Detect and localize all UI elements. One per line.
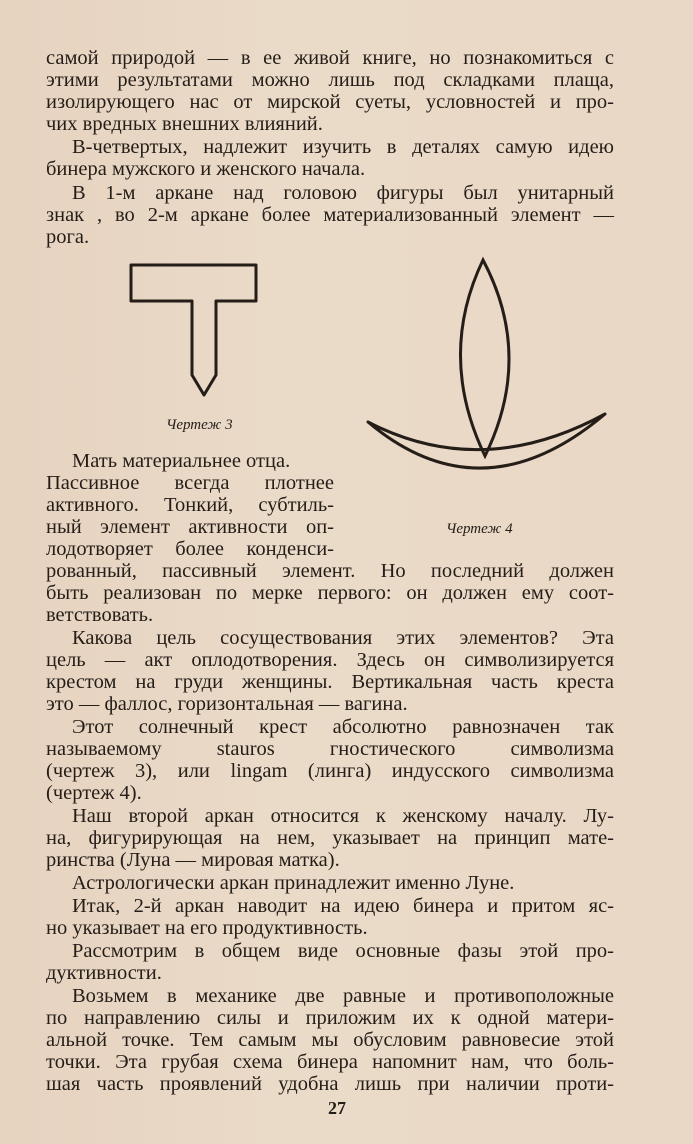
text-line: (чертеж 4). (46, 782, 142, 804)
text-line: (чертеж 3), или lingam (линга) индусского символизма (46, 760, 614, 782)
figure-3-stauros-diagram (125, 258, 265, 403)
text-line: бинера мужского и женского начала. (46, 158, 366, 180)
text-line: ветствовать. (46, 604, 154, 626)
text-line: крестом на груди женщины. Вертикальная часть креста (46, 671, 614, 693)
text-line: Астрологически аркан принадлежит именно Луне. (72, 872, 515, 894)
text-line: точки. Эта грубая схема бинера напомнит нам, что боль- (46, 1051, 614, 1073)
text-line: называемому stauros гностического символизма (46, 738, 614, 760)
page-number: 27 (328, 1098, 346, 1118)
text-line: активного. Тонкий, субтиль- (46, 494, 334, 516)
text-line: Этот солнечный крест абсолютно равнозначен так (72, 716, 614, 738)
text-line: изолирующего нас от мирской суеты, условностей и про- (46, 91, 614, 113)
text-line: быть реализован по мерке первого: он должен ему соот- (46, 582, 614, 604)
text-line: но указывает на его продуктивность. (46, 917, 368, 939)
text-line: Какова цель сосуществования этих элементов? Эта (72, 627, 614, 649)
text-line: рованный, пассивный элемент. Но последний должен (46, 560, 614, 582)
text-line: дуктивности. (46, 962, 162, 984)
lens-shape (460, 260, 509, 456)
text-line: лодотворяет более конденси- (46, 538, 334, 560)
text-line: Возьмем в механике две равные и противоположные (72, 985, 614, 1007)
text-line: шая часть проявлений удобна лишь при наличии проти- (46, 1073, 614, 1095)
text-line: цель — акт оплодотворения. Здесь он символизируется (46, 649, 614, 671)
text-line: Рассмотрим в общем виде основные фазы этой про- (72, 940, 614, 962)
text-line: ринства (Луна — мировая матка). (46, 849, 340, 871)
text-line: В 1-м аркане над головою фигуры был унитарный (72, 182, 614, 204)
text-line: это — фаллос, горизонтальная — вагина. (46, 693, 408, 715)
text-line: рога. (46, 226, 90, 248)
text-line: В-четвертых, надлежит изучить в деталях самую идею (72, 136, 614, 158)
figure-4-caption: Чертеж 4 (446, 521, 513, 537)
text-line: ный элемент активности оп- (46, 516, 334, 538)
stauros-shape (131, 265, 256, 395)
text-line: знак , во 2-м аркане более материализованный элемент — (46, 204, 614, 226)
text-line: Итак, 2-й аркан наводит на идею бинера и притом яс- (72, 895, 614, 917)
text-line: на, фигурирующая на нем, указывает на принцип мате- (46, 827, 614, 849)
text-line: альной точке. Тем самым мы обусловим равновесие этой (46, 1029, 614, 1051)
text-line: этими результатами можно лишь под складками плаща, (46, 69, 614, 91)
crescent-shape (368, 414, 605, 468)
text-line: Пассивное всегда плотнее (46, 472, 334, 494)
text-line: по направлению силы и приложим их к одной матери- (46, 1007, 614, 1029)
text-line: Мать материальнее отца. (72, 450, 291, 472)
figure-4-lingam-diagram (362, 256, 612, 501)
figure-3-caption: Чертеж 3 (166, 417, 233, 433)
text-line: самой природой — в ее живой книге, но познакомиться с (46, 47, 614, 69)
text-line: чих вредных внешних влияний. (46, 113, 323, 135)
text-line: Наш второй аркан относится к женскому началу. Лу- (72, 805, 614, 827)
